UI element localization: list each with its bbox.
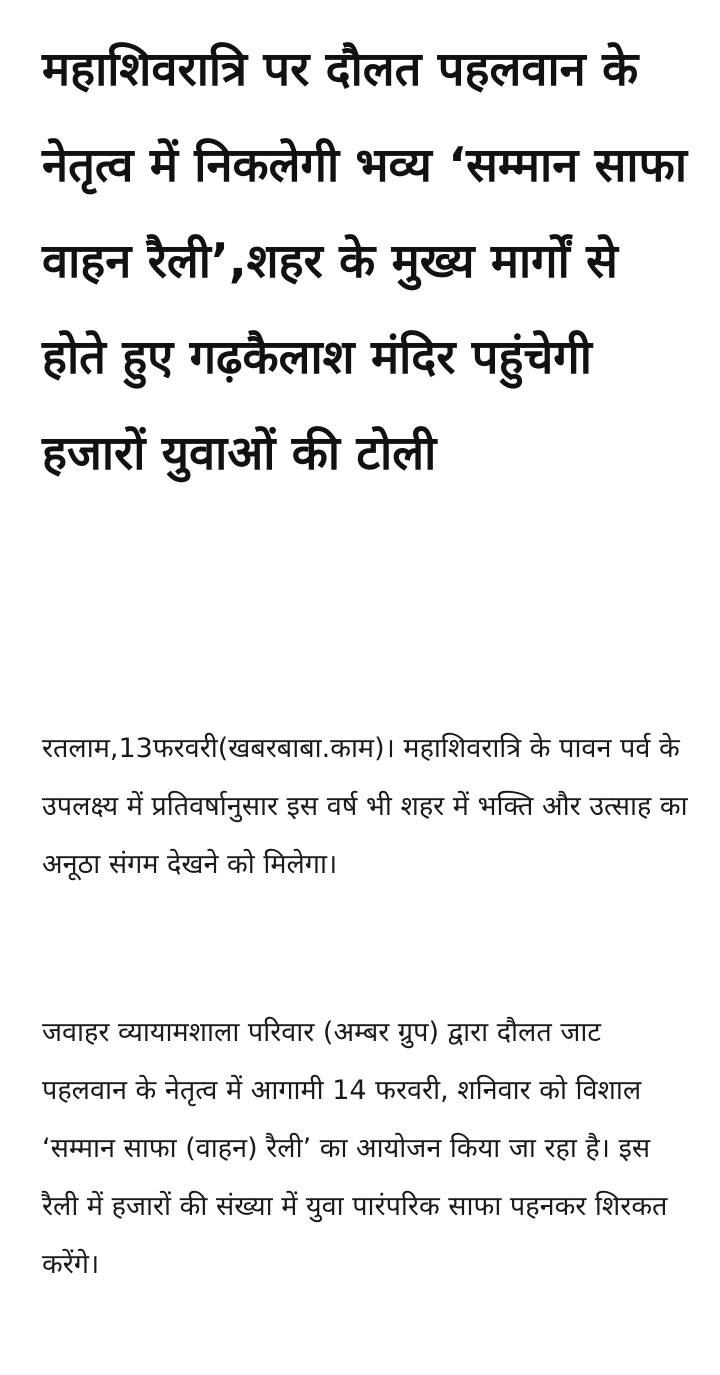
article-headline: महाशिवरात्रि पर दौलत पहलवान के नेतृत्व में निकलेगी भव्य ‘सम्मान साफा वाहन रैली’,शहर के मुख्य मार्गों से होते हुए गढ़कैलाश मंदिर पहुंचेगी हजारों युवाओं की टोली bbox=[42, 42, 688, 481]
article-paragraph-intro: रतलाम,13फरवरी(खबरबाबा.काम)। महाशिवरात्रि के पावन पर्व के उपलक्ष्य में प्रतिवर्षानुसार इस वर्ष भी शहर में भक्ति और उत्साह का अनूठा संगम देखने को मिलेगा। bbox=[42, 733, 688, 880]
article bbox=[42, 22, 692, 1280]
article-paragraph-details: जवाहर व्यायामशाला परिवार (अम्बर ग्रुप) द्वारा दौलत जाट पहलवान के नेतृत्व में आगामी 14 फरवरी, शनिवार को विशाल ‘सम्मान साफा (वाहन) रैली’ का आयोजन किया जा रहा है। इस रैली में हजारों की संख्या में युवा पारंपरिक साफा पहनकर शिरकत करेंगे। bbox=[42, 1017, 668, 1280]
